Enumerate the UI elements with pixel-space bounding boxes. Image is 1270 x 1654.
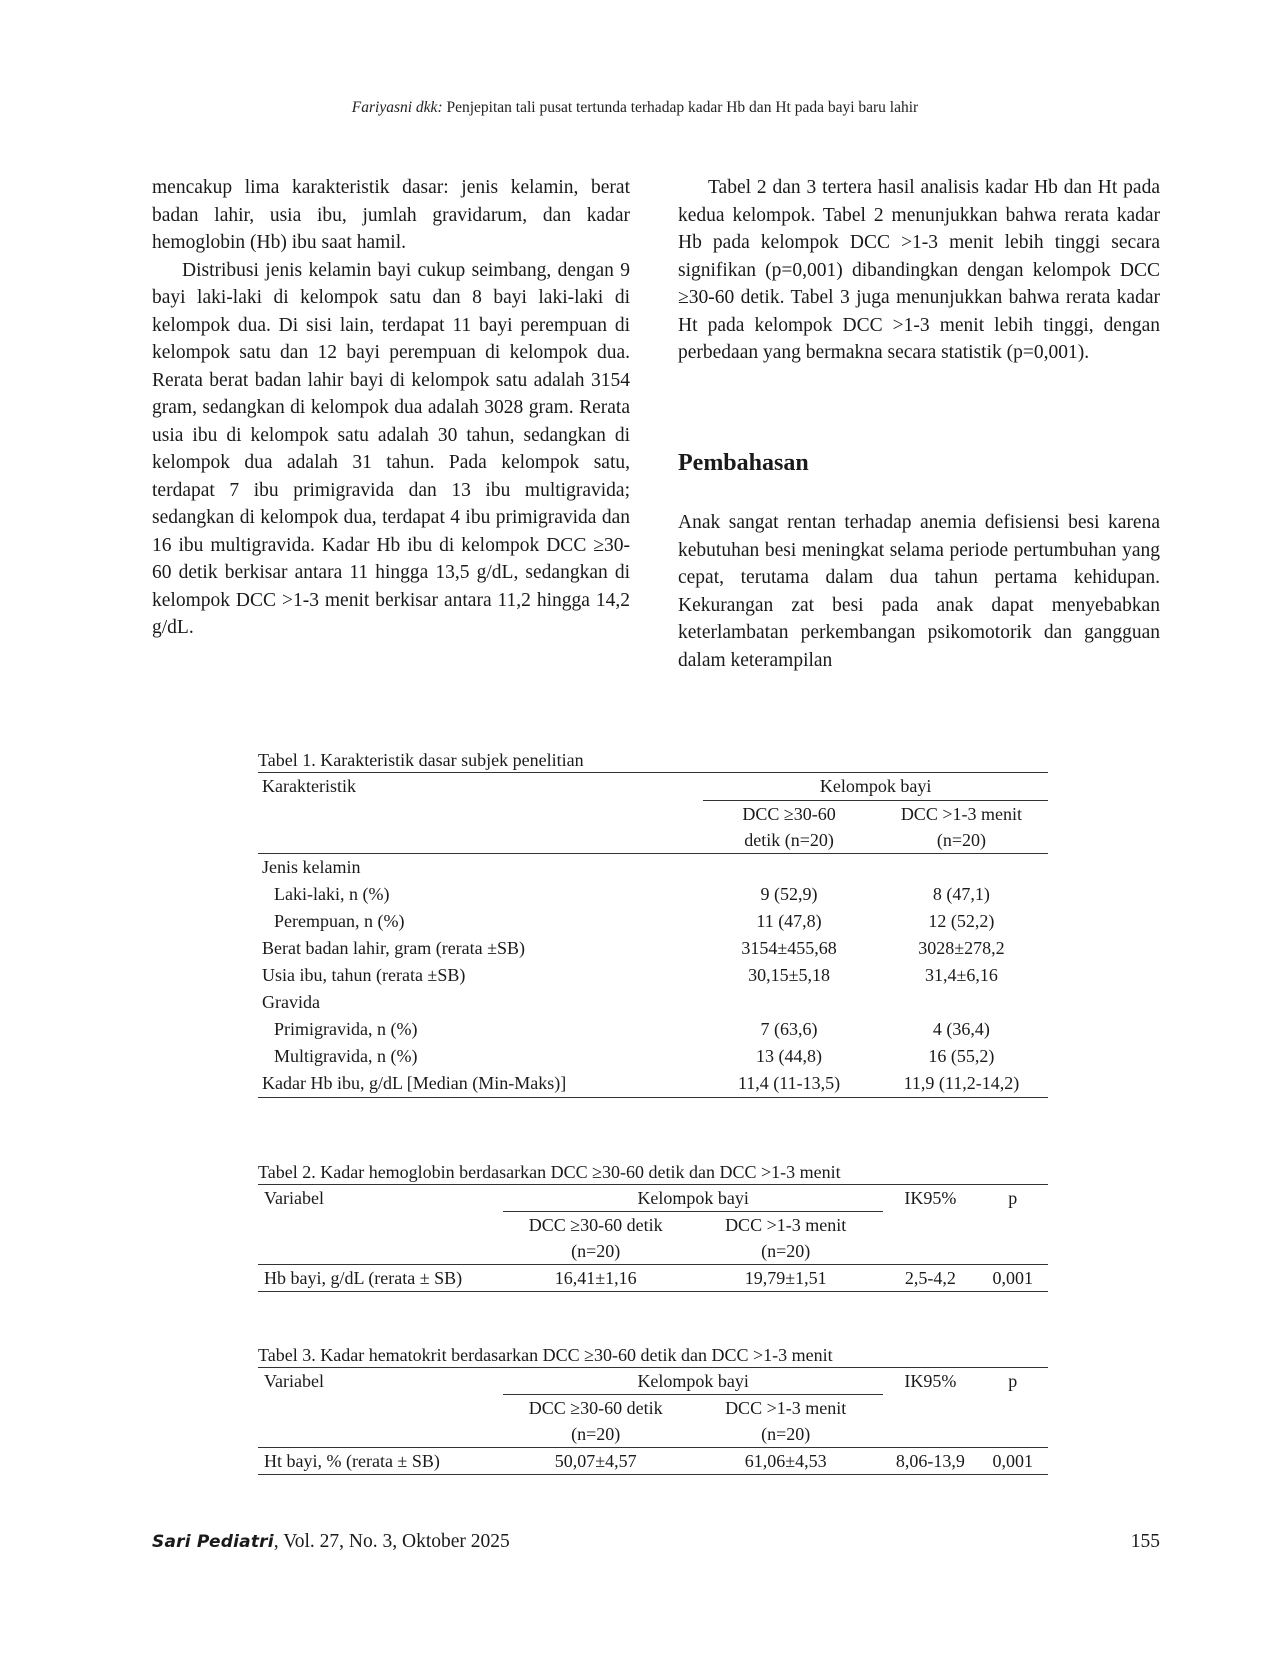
table-1-cell: 3028±278,2: [918, 938, 1005, 958]
table-2-row-label: Hb bayi, g/dL (rerata ± SB): [264, 1268, 463, 1288]
table-2-cell: 0,001: [992, 1268, 1034, 1288]
table-row: [258, 908, 1048, 935]
table-2-cell: 2,5-4,2: [904, 1268, 956, 1288]
table-row: [258, 1016, 1048, 1043]
table-1-cell: 7 (63,6): [760, 1019, 818, 1039]
table-3-group-label: Kelompok bayi: [503, 1368, 883, 1395]
table-1-cell: 4 (36,4): [932, 1019, 990, 1039]
journal-issue: , Vol. 27, No. 3, Oktober 2025: [273, 1531, 510, 1552]
table-1-cell: 9 (52,9): [760, 884, 818, 904]
table-1-group-label: Kelompok bayi: [703, 773, 1048, 801]
table-1-caption: Tabel 1. Karakteristik dasar subjek penelitian: [258, 750, 584, 770]
table-3-cell: 0,001: [992, 1451, 1034, 1471]
running-head-authors: Fariyasni dkk:: [351, 99, 443, 116]
table-row: [258, 854, 1048, 882]
table-2-grid: [258, 1184, 1048, 1292]
right-paragraph-2: Anak sangat rentan terhadap anemia defisiensi besi karena kebutuhan besi meningkat selama periode pertumbuhan yang cepat, terutama dalam dua tahun pertama kehidupan. Kekurangan zat besi pada anak dapat menyebabkan keterlambatan perkembangan psikomotorik dan gangguan dalam keterampilan: [678, 512, 1160, 671]
table-3-col-b-line1: DCC >1-3 menit: [725, 1398, 847, 1418]
table-1-cell: 11,9 (11,2-14,2): [903, 1073, 1020, 1093]
table-row: [258, 1043, 1048, 1070]
table-2-cell: 16,41±1,16: [554, 1268, 637, 1288]
table-row: [258, 935, 1048, 962]
table-2-col-label: Variabel: [264, 1188, 324, 1208]
left-paragraph-2: Distribusi jenis kelamin bayi cukup seimbang, dengan 9 bayi laki-laki di kelompok satu dan 8 bayi laki-laki di kelompok dua. Di sisi lain, terdapat 11 bayi perempuan di kelompok satu dan 12 bayi perempuan di kelompok dua. Rerata berat badan lahir bayi di kelompok satu adalah 3154 gram, sedangkan di kelompok dua adalah 3028 gram. Rerata usia ibu di kelompok satu adalah 30 tahun, sedangkan di kelompok dua adalah 31 tahun. Pada kelompok satu, terdapat 7 ibu primigravida dan 13 ibu multigravida; sedangkan di kelompok dua, terdapat 4 ibu primigravida dan 16 ibu multigravida. Kadar Hb ibu di kelompok DCC ≥30-60 detik berkisar antara 11 hingga 13,5 g/dL, sedangkan di kelompok DCC >1-3 menit berkisar antara 11,2 hingga 14,2 g/dL.: [152, 259, 630, 638]
table-1-cell: 3154±455,68: [741, 938, 837, 958]
table-3-col-a-line2: (n=20): [571, 1424, 621, 1444]
table-1-row-label: Multigravida, n (%): [274, 1046, 418, 1066]
table-row: [258, 1070, 1048, 1098]
table-1-col-a-line2: detik (n=20): [744, 830, 834, 850]
table-1-row-label: Usia ibu, tahun (rerata ±SB): [262, 965, 466, 985]
table-row: [258, 989, 1048, 1016]
table-1-cell: 16 (55,2): [928, 1046, 995, 1066]
section-heading: Pembahasan: [678, 450, 809, 476]
table-3-grid: [258, 1367, 1048, 1475]
left-column: [152, 174, 630, 642]
table-2-col-a-line1: DCC ≥30-60 detik: [528, 1215, 663, 1235]
table-2-col-a-line2: (n=20): [571, 1241, 621, 1261]
table-1-col-b-line1: DCC >1-3 menit: [900, 804, 1022, 824]
table-1-row-label: Berat badan lahir, gram (rerata ±SB): [262, 938, 526, 958]
table-1-row-label: Primigravida, n (%): [274, 1019, 418, 1039]
table-3-col-label: Variabel: [264, 1371, 324, 1391]
table-3-p-label: p: [1008, 1371, 1018, 1391]
table-1-col-a-line1: DCC ≥30-60: [742, 804, 836, 824]
table-1-cell: 13 (44,8): [756, 1046, 823, 1066]
table-3-row-label: Ht bayi, % (rerata ± SB): [264, 1451, 440, 1471]
table-3-cell: 50,07±4,57: [554, 1451, 637, 1471]
table-2-caption: Tabel 2. Kadar hemoglobin berdasarkan DCC ≥30-60 detik dan DCC >1-3 menit: [258, 1162, 841, 1182]
table-1-grid: [258, 772, 1048, 1098]
table-1-cell: 8 (47,1): [932, 884, 990, 904]
table-1-cell: 30,15±5,18: [748, 965, 830, 985]
table-1-cell: 12 (52,2): [928, 911, 995, 931]
table-2-ik-label: IK95%: [904, 1188, 957, 1208]
table-row: [258, 1448, 1048, 1475]
table-2-group-label: Kelompok bayi: [503, 1185, 883, 1212]
table-2-cell: 19,79±1,51: [744, 1268, 827, 1288]
table-1-row-label: Perempuan, n (%): [274, 911, 405, 931]
table-1-cell: 11,4 (11-13,5): [737, 1073, 841, 1093]
page-footer: [152, 1531, 1160, 1553]
table-1-row-label: Laki-laki, n (%): [274, 884, 390, 904]
table-3-caption: Tabel 3. Kadar hematokrit berdasarkan DCC ≥30-60 detik dan DCC >1-3 menit: [258, 1345, 833, 1365]
table-1-col-label: Karakteristik: [262, 776, 356, 796]
table-2-p-label: p: [1008, 1188, 1018, 1208]
table-3-cell: 61,06±4,53: [744, 1451, 827, 1471]
table-row: [258, 881, 1048, 908]
table-2-col-b-line2: (n=20): [761, 1241, 811, 1261]
right-paragraph-1: Tabel 2 dan 3 tertera hasil analisis kadar Hb dan Ht pada kedua kelompok. Tabel 2 menunjukkan bahwa rerata kadar Hb pada kelompok DCC >1-3 menit lebih tinggi secara signifikan (p=0,001) dibandingkan dengan kelompok DCC ≥30-60 detik. Tabel 3 juga menunjukkan bahwa rerata kadar Ht pada kelompok DCC >1-3 menit lebih tinggi, dengan perbedaan yang bermakna secara statistik (p=0,001).: [678, 177, 1160, 363]
table-2-col-b-line1: DCC >1-3 menit: [725, 1215, 847, 1235]
table-1-cell: [703, 854, 875, 882]
table-3-ik-label: IK95%: [904, 1371, 957, 1391]
running-head: [0, 99, 1270, 117]
table-1-cell: [703, 989, 875, 1016]
table-3: [258, 1344, 1048, 1475]
right-column-discussion: [678, 509, 1160, 674]
table-1-row-label: Gravida: [262, 992, 320, 1012]
table-2: [258, 1161, 1048, 1292]
left-paragraph-1: mencakup lima karakteristik dasar: jenis kelamin, berat badan lahir, usia ibu, jumlah gravidarum, dan kadar hemoglobin (Hb) ibu saat hamil.: [152, 177, 630, 253]
table-1-col-b-line2: (n=20): [936, 830, 986, 850]
table-1-cell: [875, 854, 1048, 882]
table-1-cell: [875, 989, 1048, 1016]
page-number: 155: [1130, 1531, 1160, 1552]
table-3-col-b-line2: (n=20): [761, 1424, 811, 1444]
table-1: [258, 749, 1048, 1098]
right-column: [678, 174, 1160, 367]
table-1-row-label: Kadar Hb ibu, g/dL [Median (Min-Maks)]: [262, 1073, 567, 1093]
table-3-col-a-line1: DCC ≥30-60 detik: [528, 1398, 663, 1418]
table-row: [258, 962, 1048, 989]
table-1-cell: 31,4±6,16: [924, 965, 998, 985]
running-head-title: Penjepitan tali pusat tertunda terhadap kadar Hb dan Ht pada bayi baru lahir: [446, 99, 919, 116]
table-1-row-label: Jenis kelamin: [262, 857, 361, 877]
table-row: [258, 1265, 1048, 1292]
table-3-cell: 8,06-13,9: [895, 1451, 965, 1471]
journal-name: Sari Pediatri: [152, 1532, 274, 1552]
table-1-cell: 11 (47,8): [756, 911, 822, 931]
